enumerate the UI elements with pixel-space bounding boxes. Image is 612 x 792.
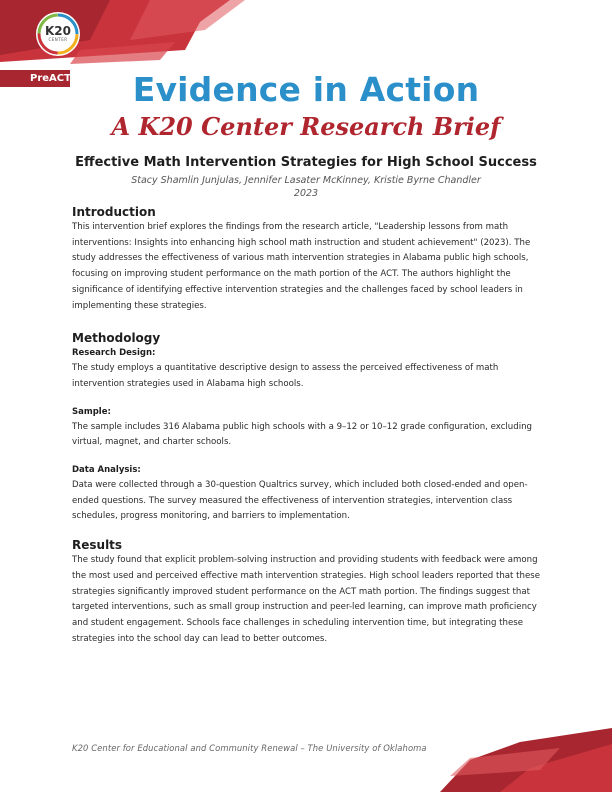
data-analysis-body: Data were collected through a 30-question Qualtrics survey, which included both closed-ended and open-ended questions. The survey measured the effectiveness of intervention strategies, intervention class schedules, progress monitoring, and barriers to implementation. <box>72 480 528 522</box>
results-body: The study found that explicit problem-solving instruction and providing students with feedback were among the most used and perceived effective math intervention strategies. High school leaders reported that these strategies significantly improved student performance on the ACT math portion. The findings suggest that targeted interventions, such as small group instruction and peer-led learning, can improve math proficiency and student engagement. Schools face challenges in scheduling intervention time, but integrating these strategies into the school day can lead to better outcomes. <box>72 555 541 644</box>
article-year: 2023 <box>293 188 319 199</box>
methodology-heading: Methodology <box>72 331 161 346</box>
page-subtitle: A K20 Center Research Brief <box>111 112 501 141</box>
article-authors: Stacy Shamlin Junjulas, Jennifer Lasater McKinney, Kristie Byrne Chandler <box>131 175 481 186</box>
data-analysis-label: Data Analysis: <box>72 465 141 476</box>
page-title: Evidence in Action <box>132 70 480 109</box>
footer-text: K20 Center for Educational and Community Renewal – The University of Oklahoma <box>72 743 427 753</box>
logo-wordmark: K20 CENTER <box>45 24 71 42</box>
introduction-body: This intervention brief explores the findings from the research article, "Leadership lessons from math interventions: Insights into enhancing high school math instruction and student achievement" (2023). The study addresses the effectiveness of various math intervention strategies in Alabama public high schools, focusing on improving student performance on the math portion of the ACT. The authors highlight the significance of identifying effective intervention strategies and the challenges faced by school leaders in implementing these strategies. <box>72 222 531 311</box>
sample-label: Sample: <box>72 406 111 417</box>
research-design-label: Research Design: <box>72 348 156 359</box>
article-title: Effective Math Intervention Strategies for High School Success <box>75 155 537 170</box>
introduction-heading: Introduction <box>72 205 156 219</box>
preact-badge: PreACT <box>0 70 70 87</box>
research-design-body: The study employs a quantitative descriptive design to assess the perceived effectiveness of math intervention strategies used in Alabama high schools. <box>72 363 499 389</box>
results-heading: Results <box>72 538 123 553</box>
sample-body: The sample includes 316 Alabama public high schools with a 9–12 or 10–12 grade configuration, excluding virtual, magnet, and charter schools. <box>72 421 532 448</box>
